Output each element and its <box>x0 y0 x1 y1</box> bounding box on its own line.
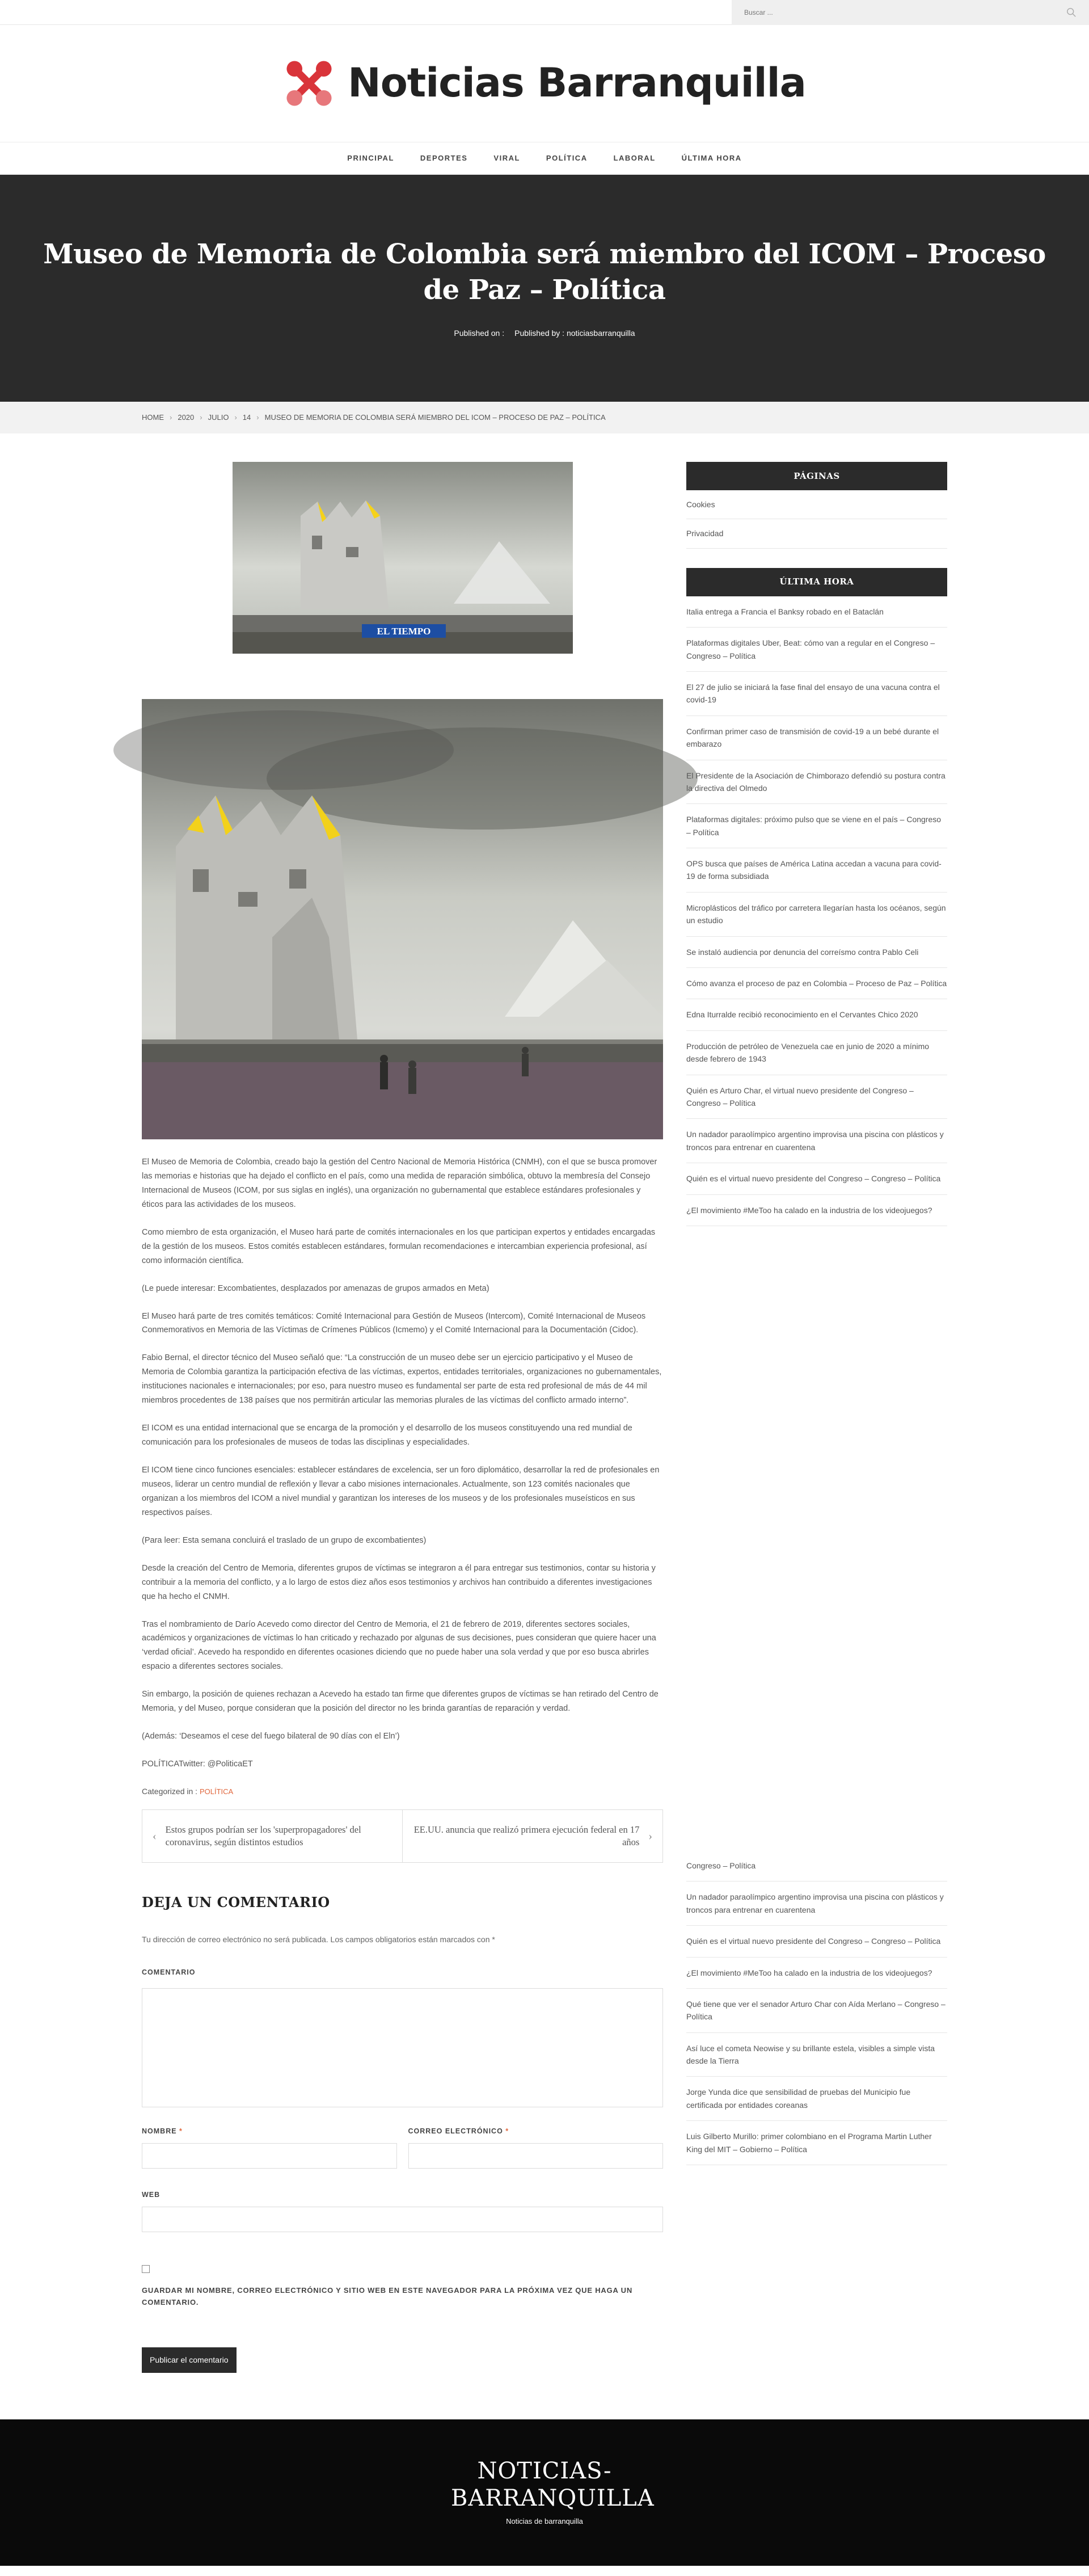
list-item[interactable]: Así luce el cometa Neowise y su brillante estela, visibles a simple vista desde la Tierra <box>686 2033 947 2077</box>
chevron-left-icon: ‹ <box>153 1829 157 1842</box>
list-item <box>686 1226 947 1850</box>
list-item[interactable]: ¿El movimiento #MeToo ha calado en la industria de los videojuegos? <box>686 1958 947 1989</box>
site-title[interactable]: Noticias Barranquilla <box>348 60 806 107</box>
image-watermark-caption: EL TIEMPO <box>377 626 430 637</box>
list-item[interactable]: Cómo avanza el proceso de paz en Colombia – Proceso de Paz – Política <box>686 968 947 999</box>
article-meta <box>454 327 635 340</box>
article-category <box>142 1785 663 1798</box>
list-item[interactable]: Luis Gilberto Murillo: primer colombiano en el Programa Martin Luther King del MIT – Gobierno – Política <box>686 2121 947 2165</box>
article-content <box>142 462 663 2373</box>
nav-item-principal[interactable]: PRINCIPAL <box>347 154 394 163</box>
list-item[interactable]: Jorge Yunda dice que sensibilidad de pruebas del Municipio fue certificada por entidades coreanas <box>686 2077 947 2121</box>
article-paragraph: El Museo hará parte de tres comités temáticos: Comité Internacional para Gestión de Museos (Intercom), Comité Internacional de Museos Conmemorativos en Memoria de las Víctimas de Crímenes Públicos (Icmemo) y el Comité Internacional para la Documentación (Cidoc). <box>142 1311 646 1335</box>
list-item[interactable]: Qué tiene que ver el senador Arturo Char con Aída Merlano – Congreso – Política <box>686 1989 947 2033</box>
latest-news-list <box>686 596 947 2154</box>
article-title: Museo de Memoria de Colombia será miembro del ICOM – Proceso de Paz – Política <box>43 238 1046 306</box>
name-field[interactable] <box>142 2143 397 2169</box>
breadcrumb <box>0 402 1089 433</box>
previous-post-link[interactable] <box>142 1810 402 1862</box>
article-paragraph[interactable]: (Para leer: Esta semana concluirá el traslado de un grupo de excombatientes) <box>142 1535 427 1545</box>
list-item[interactable]: Confirman primer caso de transmisión de covid-19 a un bebé durante el embarazo <box>686 716 947 760</box>
article-paragraph: Sin embargo, la posición de quienes rechazan a Acevedo ha estado tan firme que diferentes grupos de víctimas se han retirado del Centro de Memoria, y del Museo, porque consideran que la posición del director no les brinda garantías de reparación y verdad. <box>142 1690 659 1714</box>
list-item[interactable]: Plataformas digitales Uber, Beat: cómo van a regular en el Congreso – Congreso – Política <box>686 628 947 672</box>
nav-item-ultima-hora[interactable]: ÚLTIMA HORA <box>681 154 742 163</box>
next-post-link[interactable] <box>402 1810 662 1862</box>
nav-item-deportes[interactable]: DEPORTES <box>420 154 468 163</box>
article-paragraph: Fabio Bernal, el director técnico del Museo señaló que: “La construcción de un museo debe ser un ejercicio participativo y el Museo de Memoria de Colombia garantiza la participación efectiva de las víctimas, expertos, entidades territoriales, organizaciones no gubernamentales, instituciones nacionales e internacionales; por eso, para nuestro museo es fundamental ser parte de esta red profesional de más de 44 mil miembros procedentes de 138 países que nos permitirán articular las memorias plurales de las víctimas del conflicto armado interno”. <box>142 1353 662 1405</box>
save-info-checkbox[interactable] <box>142 2265 150 2273</box>
site-footer <box>0 2419 1089 2566</box>
name-label-text: NOMBRE <box>142 2127 177 2136</box>
main-navigation <box>0 142 1089 175</box>
web-label: WEB <box>142 2191 161 2199</box>
website-field[interactable] <box>142 2207 663 2232</box>
pages-list <box>686 490 947 549</box>
list-item[interactable]: ¿El movimiento #MeToo ha calado en la industria de los videojuegos? <box>686 1195 947 1226</box>
list-item[interactable]: Se instaló audiencia por denuncia del correísmo contra Pablo Celi <box>686 937 947 968</box>
comment-section-title: DEJA UN COMENTARIO <box>142 1894 330 1911</box>
email-label <box>408 2125 664 2137</box>
save-info-label: GUARDAR MI NOMBRE, CORREO ELECTRÓNICO Y SITIO WEB EN ESTE NAVEGADOR PARA LA PRÓXIMA VEZ QUE HAGA UN COMENTARIO. <box>142 2285 633 2307</box>
list-item[interactable]: Italia entrega a Francia el Banksy robado en el Bataclán <box>686 596 947 628</box>
search-icon[interactable] <box>1066 7 1077 18</box>
email-label-text: CORREO ELECTRÓNICO <box>408 2127 503 2136</box>
breadcrumb-separator: › <box>256 413 259 422</box>
submit-comment-button[interactable]: Publicar el comentario <box>142 2347 237 2373</box>
name-label <box>142 2125 397 2137</box>
article-thumbnail-image <box>233 462 573 654</box>
chevron-right-icon: › <box>648 1829 652 1842</box>
search-box <box>732 0 1089 25</box>
breadcrumb-separator: › <box>200 413 202 422</box>
list-item[interactable]: El 27 de julio se iniciará la fase final del ensayo de una vacuna contra el covid-19 <box>686 672 947 716</box>
list-item[interactable]: Un nadador paraolímpico argentino improvisa una piscina con plásticos y troncos para entrenar en cuarentena <box>686 1882 947 1926</box>
comment-textarea[interactable] <box>142 1988 663 2107</box>
article-hero <box>0 175 1089 402</box>
required-mark: * <box>179 2127 183 2136</box>
latest-widget-title: ÚLTIMA HORA <box>686 568 947 596</box>
top-bar <box>0 0 1089 25</box>
breadcrumb-year[interactable]: 2020 <box>178 413 195 422</box>
post-navigation <box>142 1809 663 1863</box>
article-paragraph: Desde la creación del Centro de Memoria, diferentes grupos de víctimas se integraron a él para entregar sus testimonios, contar su historia y contribuir a la memoria del conflicto, y a lo largo de estos diez años esos testimonios y archivos han contribuido a diferentes investigaciones que ha hecho el CNMH. <box>142 1563 656 1601</box>
breadcrumb-day[interactable]: 14 <box>242 413 251 422</box>
sidebar <box>686 462 947 2373</box>
article-paragraph: El ICOM tiene cinco funciones esenciales: establecer estándares de excelencia, ser un foro diplomático, desarrollar la red de profesionales en museos, liderar un centro mundial de reflexión y llevar a cabo misiones internacionales. Actualmente, son 123 comités nacionales que organizan a los miembros del ICOM a nivel mundial y garantizan los intereses de los museos y de los profesionales museísticos en sus respectivos países. <box>142 1466 660 1517</box>
article-paragraph: Tras el nombramiento de Darío Acevedo como director del Centro de Memoria, el 21 de febrero de 2019, diferentes sectores sociales, académicos y organizaciones de víctimas lo han criticado y rechazado por algunas de sus decisiones, pues consideran que quiere hacer una ‘verdad oficial’. Acevedo ha respondido en diferentes ocasiones diciendo que no puede haber una sola verdad y que por eso busca abrirles espacio a diferentes sectores sociales. <box>142 1619 656 1672</box>
categorized-label: Categorized in : <box>142 1787 198 1796</box>
list-item[interactable]: Quién es Arturo Char, el virtual nuevo presidente del Congreso – Congreso – Política <box>686 1075 947 1119</box>
article-paragraph: POLÍTICATwitter: @PoliticaET <box>142 1760 253 1769</box>
breadcrumb-home[interactable]: HOME <box>142 413 164 422</box>
site-header <box>0 25 1089 142</box>
search-input[interactable] <box>744 9 1066 16</box>
nav-item-politica[interactable]: POLÍTICA <box>546 154 588 163</box>
footer-site-name[interactable]: NOTICIAS-BARRANQUILLA <box>451 2457 655 2511</box>
nav-item-viral[interactable]: VIRAL <box>493 154 520 163</box>
published-on: Published on : <box>454 329 505 338</box>
breadcrumb-current: MUSEO DE MEMORIA DE COLOMBIA SERÁ MIEMBRO DEL ICOM – PROCESO DE PAZ – POLÍTICA <box>264 413 606 422</box>
list-item[interactable]: Microplásticos del tráfico por carretera llegarían hasta los océanos, según un estudio <box>686 893 947 937</box>
article-main-image <box>142 699 663 1139</box>
article-paragraph: El Museo de Memoria de Colombia, creado bajo la gestión del Centro Nacional de Memoria Histórica (CNMH), con el que se busca promover las memorias e historias que ha dejado el conflicto en el país, como una medida de reparación simbólica, obtuvo la membresía del Consejo Internacional de Museos (ICOM, por sus siglas en inglés), una organización no gubernamental que establece estándares profesionales y éticos para las actividades de los museos. <box>142 1157 657 1209</box>
comment-note: Tu dirección de correo electrónico no será publicada. Los campos obligatorios están marcados con * <box>142 1934 495 1944</box>
comment-form <box>142 1891 663 2373</box>
previous-post-title: Estos grupos podrían ser los 'superpropagadores' del coronavirus, según distintos estudios <box>165 1824 361 1848</box>
list-item[interactable]: Plataformas digitales: próximo pulso que se viene en el país – Congreso – Política <box>686 804 947 848</box>
page-body <box>142 433 947 2373</box>
list-item[interactable]: Congreso – Política <box>686 1850 947 1882</box>
article-body <box>142 1155 663 1771</box>
article-paragraph[interactable]: (Le puede interesar: Excombatientes, desplazados por amenazas de grupos armados en Meta) <box>142 1283 489 1293</box>
list-item[interactable]: El Presidente de la Asociación de Chimborazo defendió su postura contra la directiva del Olmedo <box>686 760 947 805</box>
list-item[interactable]: Un nadador paraolímpico argentino improvisa una piscina con plásticos y troncos para entrenar en cuarentena <box>686 1119 947 1163</box>
site-logo-icon[interactable] <box>283 57 335 110</box>
list-item[interactable]: Quién es el virtual nuevo presidente del Congreso – Congreso – Política <box>686 1163 947 1194</box>
list-item[interactable]: Edna Iturralde recibió reconocimiento en el Cervantes Chico 2020 <box>686 999 947 1030</box>
published-by[interactable]: Published by : noticiasbarranquilla <box>514 329 635 338</box>
required-mark: * <box>505 2127 509 2136</box>
list-item[interactable]: OPS busca que países de América Latina accedan a vacuna para covid-19 de forma subsidiada <box>686 848 947 893</box>
article-paragraph[interactable]: (Además: ‘Deseamos el cese del fuego bilateral de 90 días con el Eln’) <box>142 1732 400 1741</box>
article-paragraph: El ICOM es una entidad internacional que se encarga de la promoción y el desarrollo de los museos constituyendo una red mundial de comunicación para los profesionales de museos de todas las disciplinas y especialidades. <box>142 1424 632 1447</box>
footer-tagline: Noticias de barranquilla <box>506 2516 583 2526</box>
article-paragraph: Como miembro de esta organización, el Museo hará parte de comités internacionales en los que participan expertos y entidades encargadas de la gestión de los museos. Estos comités establecen estándares, formulan recomendaciones e intercambian experiencia profesional, así como información científica. <box>142 1227 656 1265</box>
list-item[interactable]: Producción de petróleo de Venezuela cae en junio de 2020 a mínimo desde febrero de 1943 <box>686 1031 947 1075</box>
nav-item-laboral[interactable]: LABORAL <box>613 154 656 163</box>
comment-label: COMENTARIO <box>142 1968 196 1976</box>
breadcrumb-separator: › <box>234 413 237 422</box>
list-item[interactable]: Privacidad <box>686 519 947 548</box>
pages-widget-title: PÁGINAS <box>686 462 947 490</box>
list-item[interactable]: Cookies <box>686 490 947 519</box>
category-link[interactable]: POLÍTICA <box>199 1787 234 1796</box>
breadcrumb-month[interactable]: JULIO <box>208 413 229 422</box>
next-post-title: EE.UU. anuncia que realizó primera ejecución federal en 17 años <box>413 1824 640 1848</box>
list-item[interactable]: Quién es el virtual nuevo presidente del Congreso – Congreso – Política <box>686 1926 947 1957</box>
email-field[interactable] <box>408 2143 664 2169</box>
breadcrumb-separator: › <box>170 413 172 422</box>
